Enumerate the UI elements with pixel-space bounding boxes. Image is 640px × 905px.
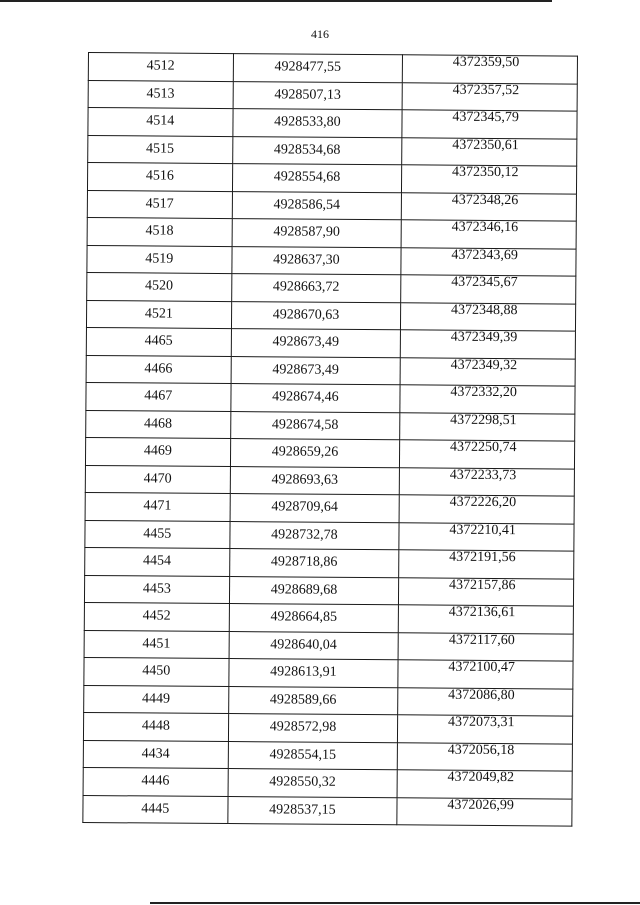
point-number-cell (85, 437, 230, 466)
point-number-value: 4512 (146, 58, 175, 74)
y-coordinate-cell (400, 357, 575, 386)
x-coordinate-cell (228, 659, 398, 688)
x-coordinate-cell (232, 164, 402, 193)
point-number-value: 4517 (145, 196, 174, 212)
point-number-cell (86, 355, 231, 384)
x-coordinate-value: 4928693,63 (271, 472, 339, 488)
point-number-cell (88, 53, 233, 82)
table-row (87, 272, 576, 303)
x-coordinate-cell (232, 109, 402, 138)
point-number-value: 4465 (144, 333, 173, 349)
x-coordinate-value: 4928533,80 (274, 114, 341, 131)
y-coordinate-value: 4372346,16 (451, 219, 519, 236)
y-coordinate-cell (399, 550, 574, 579)
x-coordinate-value: 4928534,68 (273, 142, 341, 158)
y-coordinate-value: 4372191,56 (449, 549, 516, 566)
y-coordinate-cell (398, 660, 573, 689)
point-number-cell (87, 217, 232, 246)
x-coordinate-cell (228, 686, 398, 715)
x-coordinate-value: 4928554,68 (273, 169, 341, 186)
x-coordinate-value: 4928732,78 (271, 527, 338, 543)
point-number-value: 4516 (145, 168, 174, 184)
point-number-cell (88, 108, 233, 137)
table-row (87, 245, 576, 276)
x-coordinate-cell (229, 631, 399, 660)
x-coordinate-value: 4928586,54 (273, 197, 341, 213)
y-coordinate-cell (399, 605, 574, 634)
x-coordinate-cell (232, 219, 402, 248)
y-coordinate-value: 4372357,52 (452, 82, 520, 98)
y-coordinate-cell (397, 770, 572, 799)
x-coordinate-value: 4928550,32 (269, 774, 336, 791)
top-edge-line (0, 0, 552, 2)
x-coordinate-value: 4928537,15 (269, 802, 336, 818)
point-number-cell (87, 245, 232, 274)
table-row (87, 163, 576, 194)
table-row (83, 795, 572, 826)
y-coordinate-cell (403, 55, 578, 84)
point-number-value: 4445 (141, 801, 170, 817)
table-row (84, 602, 573, 633)
point-number-cell (86, 410, 231, 439)
y-coordinate-value: 4372350,12 (451, 164, 519, 181)
x-coordinate-value: 4928554,15 (269, 747, 337, 763)
y-coordinate-cell (397, 797, 572, 826)
point-number-value: 4520 (145, 278, 174, 294)
x-coordinate-cell (228, 741, 398, 770)
point-number-value: 4455 (143, 526, 172, 542)
point-number-value: 4518 (145, 223, 174, 239)
x-coordinate-cell (232, 191, 402, 220)
point-number-value: 4451 (142, 636, 171, 652)
y-coordinate-value: 4372073,31 (447, 714, 515, 731)
point-number-value: 4453 (142, 581, 171, 597)
table-row (86, 327, 575, 358)
table-row (83, 767, 572, 798)
y-coordinate-value: 4372349,39 (450, 329, 518, 346)
y-coordinate-cell (399, 495, 574, 524)
y-coordinate-cell (400, 440, 575, 469)
y-coordinate-cell (399, 577, 574, 606)
x-coordinate-value: 4928673,49 (272, 334, 340, 351)
x-coordinate-cell (230, 439, 400, 468)
point-number-cell (84, 630, 229, 659)
x-coordinate-cell (231, 356, 401, 385)
x-coordinate-value: 4928670,63 (272, 307, 340, 323)
y-coordinate-cell (400, 467, 575, 496)
y-coordinate-value: 4372210,41 (449, 522, 516, 538)
y-coordinate-value: 4372233,73 (449, 467, 517, 483)
x-coordinate-value: 4928589,66 (269, 692, 337, 708)
x-coordinate-cell (228, 714, 398, 743)
x-coordinate-value: 4928663,72 (272, 279, 340, 296)
table-row (84, 657, 573, 688)
y-coordinate-value: 4372157,86 (448, 577, 516, 593)
y-coordinate-cell (401, 247, 576, 276)
table-row (88, 53, 577, 84)
point-number-cell (85, 465, 230, 494)
x-coordinate-cell (229, 604, 399, 633)
y-coordinate-value: 4372348,88 (450, 302, 518, 318)
table-row (83, 712, 572, 743)
point-number-cell (84, 685, 229, 714)
x-coordinate-cell (231, 246, 401, 275)
x-coordinate-cell (230, 411, 400, 440)
y-coordinate-cell (398, 715, 573, 744)
x-coordinate-value: 4928689,68 (270, 582, 338, 598)
point-number-value: 4454 (142, 553, 172, 569)
table-row (84, 630, 573, 661)
y-coordinate-value: 4372345,79 (452, 109, 519, 126)
page-number: 416 (311, 27, 329, 41)
table-row (86, 300, 575, 331)
table-row (85, 547, 574, 578)
point-number-cell (87, 190, 232, 219)
y-coordinate-cell (402, 137, 577, 166)
y-coordinate-value: 4372136,61 (448, 604, 516, 621)
x-coordinate-value: 4928587,90 (273, 224, 340, 241)
coordinates-table (82, 52, 578, 827)
y-coordinate-cell (400, 385, 575, 414)
y-coordinate-cell (398, 687, 573, 716)
point-number-cell (86, 327, 231, 356)
y-coordinate-cell (399, 522, 574, 551)
y-coordinate-value: 4372056,18 (447, 742, 515, 758)
y-coordinate-cell (401, 330, 576, 359)
y-coordinate-value: 4372343,69 (451, 247, 518, 263)
point-number-cell (84, 602, 229, 631)
bottom-edge-line (150, 902, 640, 904)
point-number-cell (85, 492, 230, 521)
x-coordinate-cell (229, 549, 399, 578)
x-coordinate-value: 4928664,85 (270, 609, 338, 626)
point-number-cell (88, 135, 233, 164)
x-coordinate-cell (233, 54, 403, 83)
x-coordinate-cell (230, 384, 400, 413)
point-number-value: 4515 (146, 141, 175, 157)
y-coordinate-cell (398, 632, 573, 661)
x-coordinate-value: 4928640,04 (270, 637, 337, 653)
x-coordinate-cell (227, 796, 397, 825)
table-row (86, 410, 575, 441)
point-number-cell (87, 272, 232, 301)
point-number-value: 4452 (142, 608, 171, 624)
table-row (84, 685, 573, 716)
point-number-cell (86, 300, 231, 329)
point-number-value: 4434 (141, 746, 170, 762)
point-number-value: 4468 (144, 416, 173, 432)
table-row (83, 740, 572, 771)
point-number-value: 4466 (144, 361, 173, 377)
x-coordinate-value: 4928674,58 (271, 417, 339, 433)
table-row (84, 575, 573, 606)
point-number-value: 4467 (144, 388, 173, 404)
table-row (88, 135, 577, 166)
table-row (85, 520, 574, 551)
point-number-value: 4446 (141, 773, 170, 789)
x-coordinate-value: 4928659,26 (271, 444, 339, 461)
x-coordinate-value: 4928477,55 (274, 59, 342, 76)
point-number-value: 4513 (146, 86, 175, 102)
x-coordinate-cell (231, 274, 401, 303)
y-coordinate-cell (402, 110, 577, 139)
x-coordinate-value: 4928637,30 (273, 252, 340, 268)
y-coordinate-cell (402, 165, 577, 194)
point-number-cell (84, 575, 229, 604)
point-number-value: 4514 (146, 113, 175, 129)
point-number-cell (86, 382, 231, 411)
y-coordinate-cell (402, 82, 577, 111)
y-coordinate-cell (401, 220, 576, 249)
x-coordinate-value: 4928674,46 (272, 389, 339, 406)
table-row (88, 80, 577, 111)
x-coordinate-cell (229, 576, 399, 605)
point-number-cell (87, 163, 232, 192)
table-row (88, 108, 577, 139)
y-coordinate-cell (400, 412, 575, 441)
x-coordinate-cell (231, 301, 401, 330)
table-row (87, 190, 576, 221)
point-number-value: 4449 (141, 691, 171, 707)
point-number-cell (85, 547, 230, 576)
x-coordinate-cell (230, 466, 400, 495)
x-coordinate-cell (229, 521, 399, 550)
point-number-cell (84, 657, 229, 686)
y-coordinate-value: 4372100,47 (448, 659, 515, 676)
table-row (86, 382, 575, 413)
y-coordinate-value: 4372349,32 (450, 357, 518, 373)
x-coordinate-cell (228, 769, 398, 798)
y-coordinate-value: 4372086,80 (448, 687, 515, 703)
point-number-cell (88, 80, 233, 109)
table-row (87, 217, 576, 248)
y-coordinate-value: 4372250,74 (449, 439, 517, 456)
x-coordinate-cell (230, 494, 400, 523)
x-coordinate-value: 4928507,13 (274, 87, 341, 103)
point-number-cell (83, 712, 228, 741)
x-coordinate-cell (231, 329, 401, 358)
y-coordinate-cell (401, 275, 576, 304)
y-coordinate-value: 4372332,20 (450, 384, 517, 401)
point-number-cell (83, 767, 228, 796)
point-number-value: 4448 (141, 718, 170, 734)
table-row (85, 437, 574, 468)
point-number-cell (83, 795, 228, 824)
x-coordinate-cell (232, 136, 402, 165)
point-number-value: 4470 (143, 471, 172, 487)
y-coordinate-cell (402, 192, 577, 221)
y-coordinate-cell (398, 742, 573, 771)
y-coordinate-cell (401, 302, 576, 331)
y-coordinate-value: 4372026,99 (447, 797, 514, 813)
x-coordinate-value: 4928718,86 (270, 554, 338, 571)
x-coordinate-value: 4928613,91 (270, 664, 337, 681)
point-number-value: 4469 (143, 443, 172, 459)
y-coordinate-value: 4372345,67 (451, 274, 518, 291)
table-row (85, 492, 574, 523)
y-coordinate-value: 4372049,82 (447, 769, 515, 786)
x-coordinate-cell (233, 81, 403, 110)
point-number-value: 4450 (142, 663, 171, 679)
point-number-value: 4519 (145, 251, 174, 267)
coordinates-table-body (83, 53, 578, 827)
y-coordinate-value: 4372348,26 (451, 192, 519, 208)
point-number-value: 4521 (144, 306, 173, 322)
x-coordinate-value: 4928673,49 (272, 362, 339, 378)
y-coordinate-value: 4372359,50 (452, 54, 520, 71)
x-coordinate-value: 4928572,98 (269, 719, 337, 736)
point-number-value: 4471 (143, 498, 172, 514)
point-number-cell (85, 520, 230, 549)
table-row (85, 465, 574, 496)
x-coordinate-value: 4928709,64 (271, 499, 338, 516)
y-coordinate-value: 4372298,51 (450, 412, 517, 428)
y-coordinate-value: 4372226,20 (449, 494, 517, 511)
y-coordinate-value: 4372350,61 (452, 137, 519, 153)
table-row (86, 355, 575, 386)
y-coordinate-value: 4372117,60 (448, 632, 515, 648)
point-number-cell (83, 740, 228, 769)
